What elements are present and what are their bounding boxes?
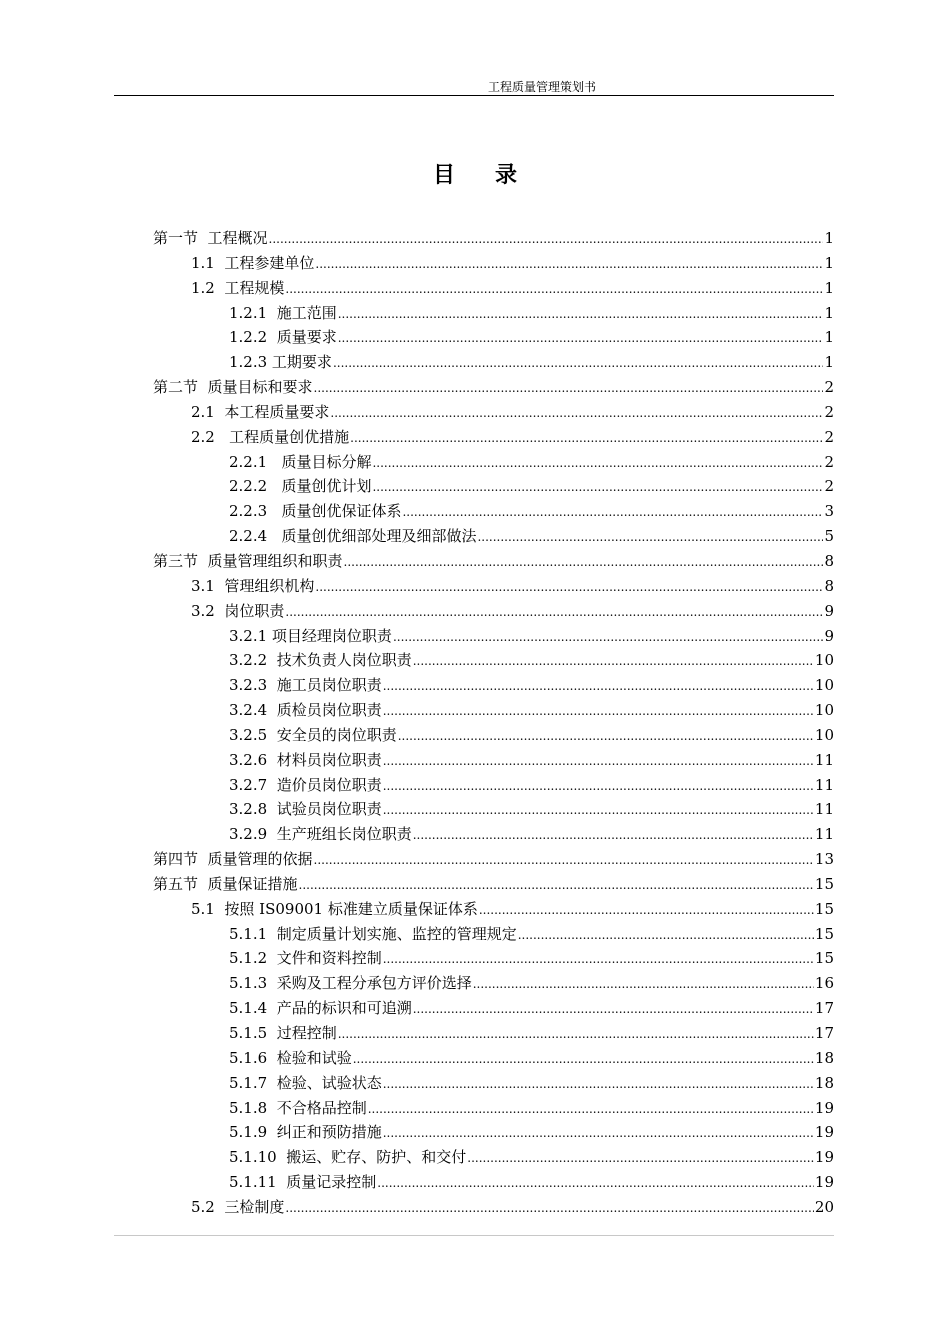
toc-entry-page-number: 15 xyxy=(814,874,834,893)
toc-dot-leader xyxy=(314,847,814,872)
toc-entry-label: 3.2.6 材料员岗位职责 xyxy=(229,750,382,769)
toc-dot-leader xyxy=(383,946,814,971)
toc-dot-leader xyxy=(315,574,823,599)
toc-dot-leader xyxy=(398,723,814,748)
toc-entry[interactable] xyxy=(153,1096,834,1121)
toc-entry-page-number: 11 xyxy=(814,825,834,844)
toc-entry-label: 3.2.7 造价员岗位职责 xyxy=(229,775,382,794)
toc-entry-page-number: 11 xyxy=(814,750,834,769)
toc-entry-label: 1.2 工程规模 xyxy=(191,278,285,297)
toc-entry-page-number: 10 xyxy=(814,701,834,720)
toc-entry-page-number: 9 xyxy=(824,601,834,620)
toc-entry[interactable] xyxy=(153,1120,834,1145)
toc-entry-label: 3.2.5 安全员的岗位职责 xyxy=(229,725,397,744)
toc-dot-leader xyxy=(372,450,823,475)
toc-entry-page-number: 16 xyxy=(814,974,834,993)
toc-dot-leader xyxy=(383,773,814,798)
toc-entry-label: 2.1 本工程质量要求 xyxy=(191,402,330,421)
toc-dot-leader xyxy=(477,524,823,549)
toc-dot-leader xyxy=(353,1046,814,1071)
toc-dot-leader xyxy=(344,549,824,574)
toc-dot-leader xyxy=(383,1120,814,1145)
toc-entry-label: 5.1.5 过程控制 xyxy=(229,1024,337,1042)
toc-entry[interactable] xyxy=(153,400,834,425)
document-title: 工程质量管理策划书 xyxy=(487,80,596,94)
toc-entry-label: 2.2 工程质量创优措施 xyxy=(191,427,350,446)
toc-dot-leader xyxy=(413,996,814,1021)
toc-dot-leader xyxy=(330,400,823,425)
toc-entry-label: 1.2.1 施工范围 xyxy=(229,303,337,322)
toc-dot-leader xyxy=(473,971,814,996)
toc-entry-label: 3.2.2 技术负责人岗位职责 xyxy=(229,651,412,670)
toc-dot-leader xyxy=(372,474,823,499)
toc-dot-leader xyxy=(383,673,814,698)
toc-dot-leader xyxy=(338,325,824,350)
toc-dot-leader xyxy=(285,276,823,301)
toc-entry-label: 5.1.4 产品的标识和可追溯 xyxy=(229,999,412,1018)
toc-entry-label: 2.2.1 质量目标分解 xyxy=(229,452,372,471)
toc-entry-label: 5.1.8 不合格品控制 xyxy=(229,1098,367,1117)
toc-dot-leader xyxy=(377,1170,814,1195)
toc-entry-page-number: 1 xyxy=(824,229,834,247)
toc-entry-page-number: 10 xyxy=(814,676,834,695)
toc-entry-label: 5.2 三检制度 xyxy=(191,1197,285,1216)
toc-entry[interactable] xyxy=(153,574,834,599)
toc-entry-label: 第三节 质量管理组织和职责 xyxy=(153,551,343,570)
toc-entry-page-number: 1 xyxy=(824,278,834,297)
toc-entry[interactable] xyxy=(153,872,834,897)
toc-entry-label: 3.2.1 项目经理岗位职责 xyxy=(229,626,392,645)
toc-entry[interactable] xyxy=(153,599,834,624)
toc-entry-page-number: 15 xyxy=(814,899,834,918)
toc-entry[interactable] xyxy=(153,1195,834,1220)
toc-entry-label: 2.2.3 质量创优保证体系 xyxy=(229,502,402,521)
toc-entry[interactable] xyxy=(153,1071,834,1096)
toc-entry[interactable] xyxy=(153,624,834,649)
toc-entry[interactable] xyxy=(153,450,834,475)
toc-dot-leader xyxy=(350,425,823,450)
toc-entry-page-number: 10 xyxy=(814,651,834,670)
toc-entry-label: 3.2 岗位职责 xyxy=(191,601,285,620)
toc-entry-page-number: 5 xyxy=(824,527,834,546)
toc-entry[interactable] xyxy=(153,748,834,773)
toc-dot-leader xyxy=(315,251,823,276)
toc-entry[interactable] xyxy=(153,499,834,524)
toc-entry[interactable] xyxy=(153,996,834,1021)
toc-entry-label: 3.1 管理组织机构 xyxy=(191,576,315,595)
toc-entry-label: 5.1.10 搬运、贮存、防护、和交付 xyxy=(229,1148,467,1167)
toc-entry-page-number: 1 xyxy=(824,353,834,372)
toc-entry-label: 第四节 质量管理的依据 xyxy=(153,850,313,869)
toc-entry[interactable] xyxy=(153,797,834,822)
toc-dot-leader xyxy=(467,1145,814,1170)
toc-entry-label: 3.2.9 生产班组长岗位职责 xyxy=(229,825,412,844)
toc-entry[interactable] xyxy=(153,773,834,798)
toc-entry-label: 5.1.2 文件和资料控制 xyxy=(229,949,382,968)
toc-entry-page-number: 19 xyxy=(814,1148,834,1167)
toc-entry[interactable] xyxy=(153,524,834,549)
toc-entry-page-number: 19 xyxy=(814,1098,834,1117)
toc-entry[interactable] xyxy=(153,301,834,326)
toc-dot-leader xyxy=(285,599,823,624)
toc-entry[interactable] xyxy=(153,847,834,872)
toc-entry-page-number: 1 xyxy=(824,253,834,272)
toc-entry-label: 第一节 工程概况 xyxy=(153,229,268,247)
toc-entry-label: 5.1.9 纠正和预防措施 xyxy=(229,1123,382,1142)
toc-entry[interactable] xyxy=(153,325,834,350)
toc-entry[interactable] xyxy=(153,673,834,698)
toc-entry-label: 5.1 按照 IS09001 标准建立质量保证体系 xyxy=(191,899,478,918)
toc-entry[interactable] xyxy=(153,474,834,499)
toc-entry-page-number: 17 xyxy=(814,1024,834,1042)
toc-dot-leader xyxy=(413,822,814,847)
toc-title: 目录 xyxy=(432,162,557,188)
toc-dot-leader xyxy=(314,375,824,400)
toc-entry[interactable] xyxy=(153,822,834,847)
toc-entry[interactable] xyxy=(153,723,834,748)
toc-entry-page-number: 3 xyxy=(824,502,834,521)
toc-entry-label: 2.2.2 质量创优计划 xyxy=(229,477,372,496)
toc-entry-page-number: 2 xyxy=(824,477,834,496)
toc-dot-leader xyxy=(402,499,823,524)
toc-dot-leader xyxy=(383,797,814,822)
toc-entry-label: 第二节 质量目标和要求 xyxy=(153,378,313,397)
toc-entry-page-number: 2 xyxy=(824,402,834,421)
toc-entry-page-number: 9 xyxy=(824,626,834,645)
table-of-contents xyxy=(153,226,834,1220)
toc-entry[interactable] xyxy=(153,375,834,400)
toc-entry-page-number: 8 xyxy=(824,551,834,570)
toc-entry[interactable] xyxy=(153,276,834,301)
toc-entry[interactable] xyxy=(153,648,834,673)
toc-dot-leader xyxy=(383,748,814,773)
toc-dot-leader xyxy=(333,350,824,375)
toc-entry-page-number: 18 xyxy=(814,1073,834,1092)
toc-entry-page-number: 8 xyxy=(824,576,834,595)
toc-entry-page-number: 18 xyxy=(814,1048,834,1067)
toc-entry[interactable] xyxy=(153,549,834,574)
toc-entry-label: 2.2.4 质量创优细部处理及细部做法 xyxy=(229,527,477,546)
toc-dot-leader xyxy=(479,897,814,922)
toc-entry-label: 1.2.2 质量要求 xyxy=(229,328,337,347)
toc-entry-page-number: 15 xyxy=(814,949,834,968)
footer-divider xyxy=(114,1235,834,1236)
toc-entry-page-number: 2 xyxy=(824,452,834,471)
toc-entry-page-number: 10 xyxy=(814,725,834,744)
toc-dot-leader xyxy=(383,1071,814,1096)
toc-entry[interactable] xyxy=(153,1046,834,1071)
toc-entry[interactable] xyxy=(153,251,834,276)
toc-entry-page-number: 11 xyxy=(814,775,834,794)
toc-entry-page-number: 1 xyxy=(824,303,834,322)
toc-entry-label: 5.1.11 质量记录控制 xyxy=(229,1173,377,1192)
toc-entry[interactable] xyxy=(153,226,834,251)
toc-entry-label: 1.1 工程参建单位 xyxy=(191,253,315,272)
toc-dot-leader xyxy=(368,1096,814,1121)
toc-dot-leader xyxy=(285,1195,814,1220)
toc-entry-label: 5.1.6 检验和试验 xyxy=(229,1048,352,1067)
toc-dot-leader xyxy=(338,301,824,326)
toc-entry-label: 1.2.3 工期要求 xyxy=(229,353,332,372)
toc-entry-page-number: 2 xyxy=(824,427,834,446)
toc-entry-label: 3.2.3 施工员岗位职责 xyxy=(229,676,382,695)
toc-entry[interactable] xyxy=(153,946,834,971)
toc-dot-leader xyxy=(383,698,814,723)
toc-entry[interactable] xyxy=(153,698,834,723)
toc-entry[interactable] xyxy=(153,971,834,996)
toc-entry[interactable] xyxy=(153,922,834,947)
toc-entry-label: 3.2.4 质检员岗位职责 xyxy=(229,701,382,720)
toc-entry-page-number: 19 xyxy=(814,1123,834,1142)
toc-entry-label: 5.1.3 采购及工程分承包方评价选择 xyxy=(229,974,472,993)
toc-dot-leader xyxy=(413,648,814,673)
toc-entry-page-number: 13 xyxy=(814,850,834,869)
toc-entry-page-number: 15 xyxy=(814,924,834,943)
toc-entry-page-number: 20 xyxy=(814,1197,834,1216)
toc-entry-page-number: 11 xyxy=(814,800,834,819)
toc-entry-label: 5.1.1 制定质量计划实施、监控的管理规定 xyxy=(229,924,517,943)
toc-entry[interactable] xyxy=(153,1021,834,1046)
toc-dot-leader xyxy=(518,922,814,947)
toc-entry-label: 3.2.8 试验员岗位职责 xyxy=(229,800,382,819)
toc-entry[interactable] xyxy=(153,350,834,375)
toc-entry[interactable] xyxy=(153,1170,834,1195)
toc-entry-page-number: 2 xyxy=(824,378,834,397)
toc-entry-page-number: 1 xyxy=(824,328,834,347)
toc-entry-label: 第五节 质量保证措施 xyxy=(153,874,298,893)
toc-entry-label: 5.1.7 检验、试验状态 xyxy=(229,1073,382,1092)
toc-dot-leader xyxy=(393,624,824,649)
toc-dot-leader xyxy=(299,872,814,897)
toc-entry[interactable] xyxy=(153,897,834,922)
toc-dot-leader xyxy=(269,226,824,251)
toc-dot-leader xyxy=(338,1021,814,1046)
toc-entry[interactable] xyxy=(153,425,834,450)
running-header xyxy=(114,79,834,96)
toc-entry-page-number: 19 xyxy=(814,1173,834,1192)
toc-entry[interactable] xyxy=(153,1145,834,1170)
toc-entry-page-number: 17 xyxy=(814,999,834,1018)
